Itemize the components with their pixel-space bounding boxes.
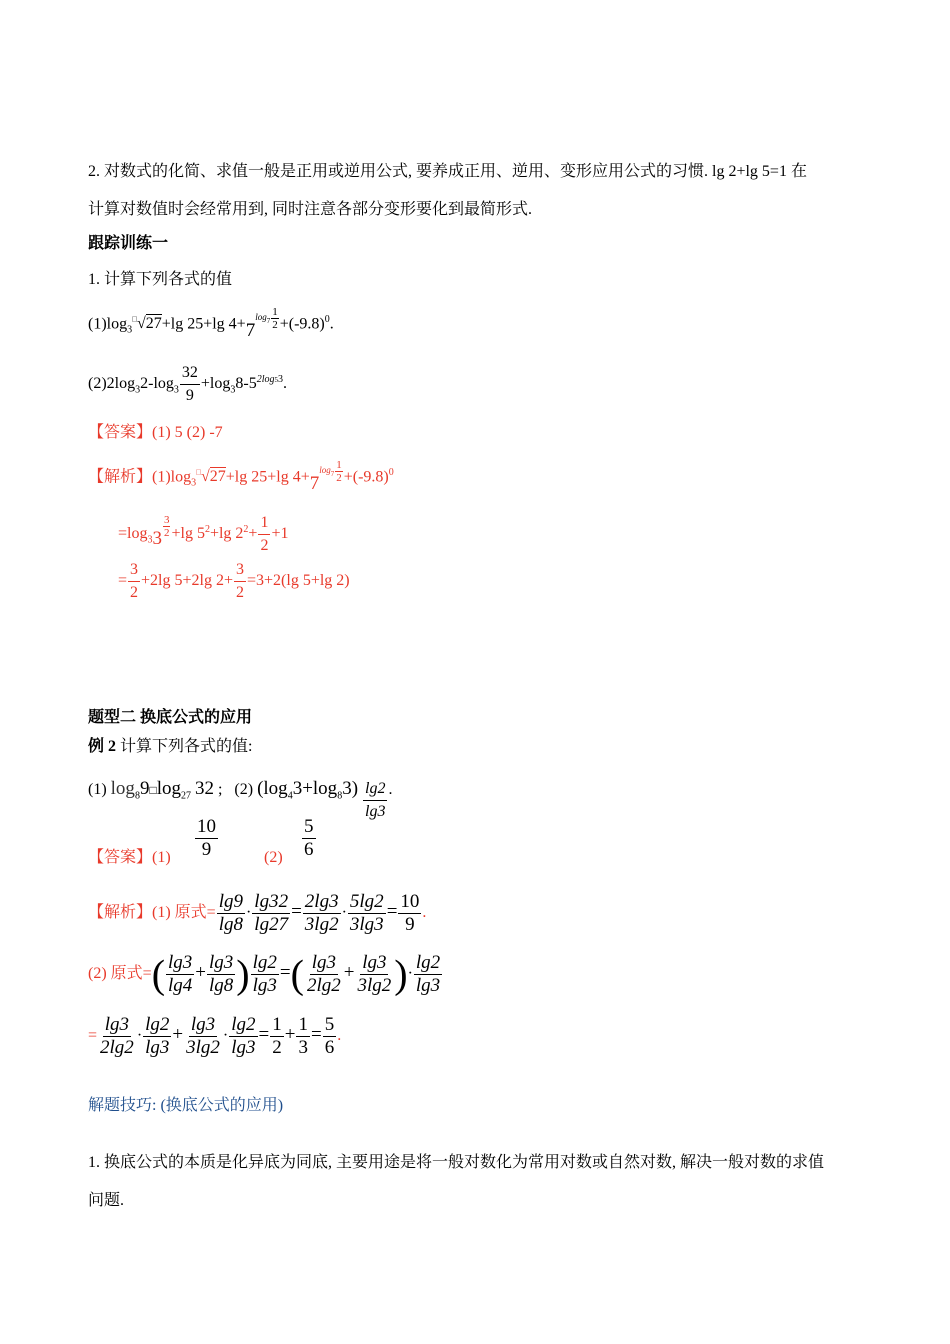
tips2-title: 解题技巧: (换底公式的应用): [88, 1097, 284, 1114]
practice-solution-1: 【解析】$(1)\log_3^□√27+\lg$ 25+lg $4+7^{log}_7$ $\frac{1}{2}$ $+(-9.8)^0$: [88, 459, 394, 495]
example-2-answer-label: 【答案】(1): [88, 849, 171, 866]
question-1: $(1)\log_3^□√27+\lg$ 25+lg $4+7^{log}_7$ $\frac{1}{2}$ $+(-9.8)^0$.: [88, 306, 334, 342]
practice-solution-2: $=\log_33$ $\frac{3}{2}$ +lg $5^2+\lg$ $2^2+$ $\frac{1}{2}$ +1: [118, 514, 289, 554]
practice-heading: 跟踪训练一: [88, 235, 169, 252]
tips2-line-1: 1. 换底公式的本质是化异底为同底, 主要用途是将一般对数化为常用对数或自然对数, 解决一般对数的求值: [88, 1154, 825, 1171]
example-2-problems: (1) $\log_89□\log_{27}$ 32 ; (2) $(\log_43+\log_83)$ $\frac{\lg 2}{\lg 3}$ .: [88, 778, 393, 820]
tip-line-1: 2. 对数式的化简、求值一般是正用或逆用公式, 要养成正用、逆用、变形应用公式的习惯. lg 2+lg 5=1 在: [88, 163, 807, 180]
tip-line-2: 计算对数值时会经常用到, 同时注意各部分变形要化到最简形式.: [88, 201, 533, 218]
question-2: $(2)2\log_32-\log_3$ $\frac{32}{9}$ $+\log_38-5^{2log53}$.: [88, 364, 287, 404]
example-2-answer-2: $\frac{5}{6}$: [304, 816, 314, 860]
example-2-answer-1: $\frac{10}{9}$: [197, 816, 216, 860]
example-2-solution-2: (2) 原式=( $\frac{\lg 3}{\lg 4}$ + $\frac{\lg 3}{\lg 8}$ ) $\frac{\lg 2}{\lg 3}$ =( $\frac{\lg 3}{2\lg 2}$ + $\frac{\lg 3}{3\lg 2}$ )· $\frac{\lg 2}{\lg 3}$: [88, 951, 441, 997]
practice-solution-3: = $\frac{3}{2}$ +2lg 5+2lg 2+ $\frac{3}{2}$ =3+2(lg 5+lg 2): [118, 561, 350, 601]
example-2-solution-1: 【解析】(1) 原式= $\frac{\lg 9}{\lg 8}$ · $\frac{\lg 32}{\lg 27}$ = $\frac{2\lg 3}{3\lg 2}$ · $\frac{5\lg 2}{3\lg 3}$ = $\frac{10}{9}$ .: [88, 891, 427, 935]
practice-intro: 1. 计算下列各式的值: [88, 271, 233, 288]
example-2-solution-3: = $\frac{\lg 3}{2\lg 2}$ · $\frac{\lg 2}{\lg 3}$ + $\frac{\lg 3}{3\lg 2}$ · $\frac{\lg 2}{\lg 3}$ = $\frac{1}{2}$ + $\frac{1}{3}$ = $\frac{5}{6}$ .: [88, 1014, 342, 1058]
practice-answer: 【答案】(1) 5 (2) -7: [88, 424, 223, 441]
cube-root: □√27: [132, 315, 162, 333]
tips2-line-2: 问题.: [88, 1192, 125, 1209]
example-2-answer-2-label: (2): [264, 849, 283, 866]
example-2: 例 2 计算下列各式的值:: [88, 738, 253, 755]
type2-heading: 题型二 换底公式的应用: [88, 709, 253, 726]
